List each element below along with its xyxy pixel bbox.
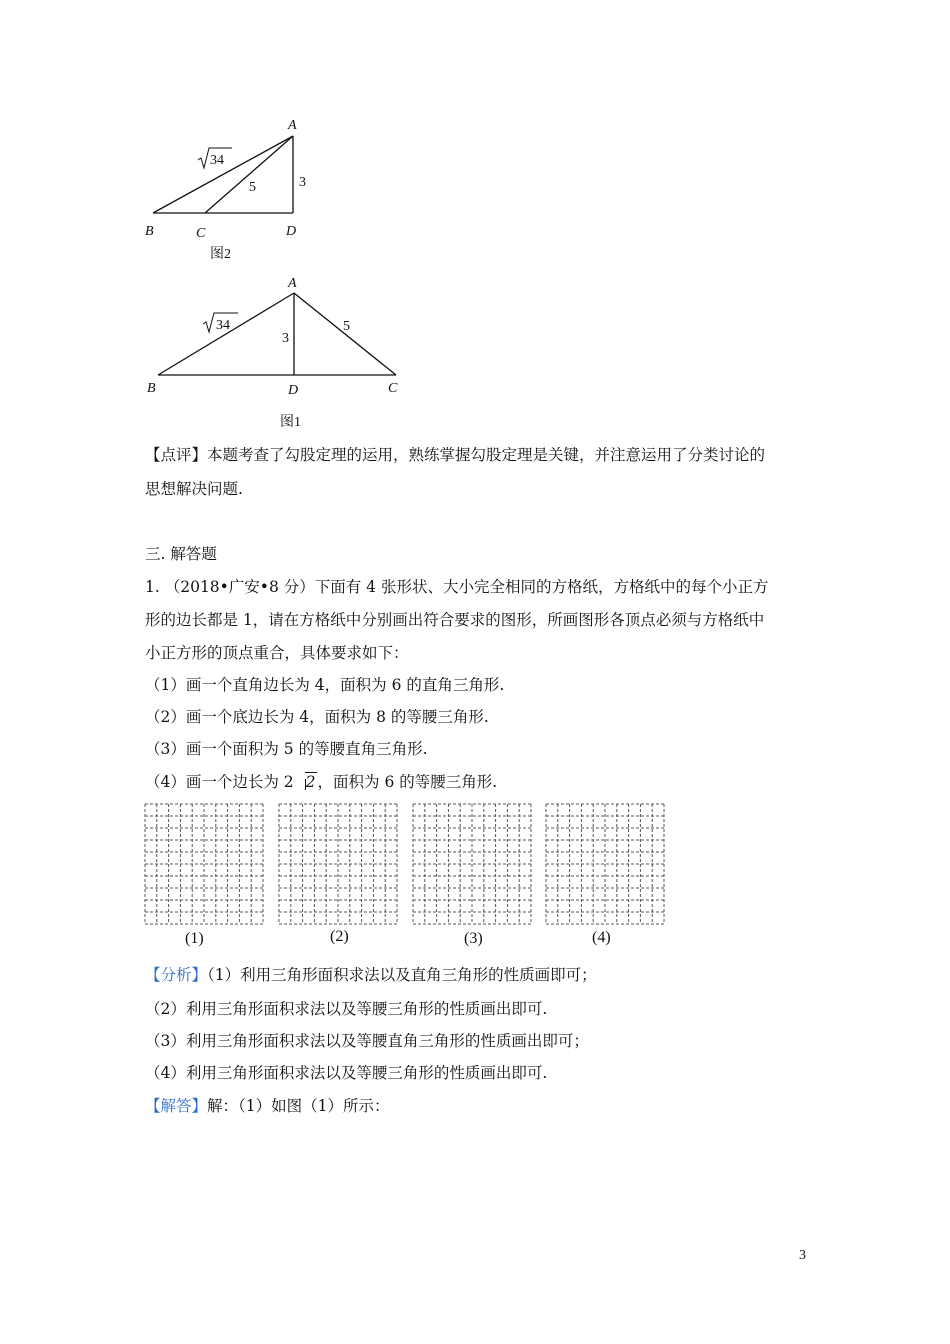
vertex-label-d: D [288, 383, 299, 398]
figure-2 [140, 112, 320, 272]
vertex-label-a: A [288, 276, 297, 291]
analysis-line-2: （2）利用三角形面积求法以及等腰三角形的性质画出即可. [145, 1000, 548, 1018]
vertex-label-a: A [288, 118, 297, 133]
question-item-4: （4）画一个边长为 2 2 ，面积为 6 的等腰三角形. [145, 773, 498, 791]
vertex-label-b: B [145, 224, 154, 239]
comment-text-1: 本题考查了勾股定理的运用，熟练掌握勾股定理是关键，并注意运用了分类讨论的 [207, 446, 766, 464]
grid-paper-4 [545, 803, 665, 925]
analysis-tag: 【分析】 [145, 966, 208, 984]
solution-tag: 【解答】 [145, 1097, 208, 1115]
vertex-label-d: D [286, 224, 297, 239]
question-item-3: （3）画一个面积为 5 的等腰直角三角形. [145, 740, 428, 758]
svg-text:34: 34 [210, 153, 224, 168]
sqrt-label [198, 148, 232, 168]
question-item-1: （1）画一个直角边长为 4，面积为 6 的直角三角形. [145, 676, 505, 694]
svg-text:34: 34 [216, 318, 230, 333]
analysis-line-4: （4）利用三角形面积求法以及等腰三角形的性质画出即可. [145, 1064, 548, 1082]
figure-caption: 图2 [210, 247, 231, 262]
grid-paper-1 [144, 803, 264, 925]
side-label-5: 5 [343, 319, 350, 334]
section-title: 三. 解答题 [145, 545, 217, 563]
side-label-5: 5 [249, 180, 256, 195]
triangle-lines [158, 293, 396, 375]
grid-paper-2 [278, 803, 398, 925]
side-label-3: 3 [299, 175, 306, 190]
grid-label-2: (2) [330, 928, 349, 945]
question-line-3: 小正方形的顶点重合，具体要求如下： [145, 644, 409, 662]
side-label-3: 3 [282, 331, 289, 346]
comment-line-1 [145, 444, 765, 466]
grid-label-1: (1) [185, 930, 204, 947]
solution-line: 【解答】解：（1）如图（1）所示： [145, 1097, 390, 1115]
grid-label-3: (3) [464, 930, 483, 947]
grid-label-4: (4) [592, 929, 611, 946]
comment-tag: 【点评】 [145, 446, 208, 464]
analysis-line-1: 【分析】（1）利用三角形面积求法以及直角三角形的性质画即可； [145, 966, 597, 984]
vertex-label-b: B [147, 381, 156, 396]
question-line-1: 1. （2018•广安•8 分）下面有 4 张形状、大小完全相同的方格纸，方格纸中的每个小正方 [145, 578, 769, 596]
figure-caption: 图1 [280, 415, 301, 430]
sqrt-expression: 2 [295, 771, 317, 793]
page-number: 3 [799, 1248, 806, 1263]
comment-line-2: 思想解决问题. [145, 480, 243, 498]
vertex-label-c: C [388, 381, 398, 396]
analysis-line-3: （3）利用三角形面积求法以及等腰直角三角形的性质画出即可； [145, 1032, 589, 1050]
question-line-2: 形的边长都是 1，请在方格纸中分别画出符合要求的图形，所画图形各顶点必须与方格纸中 [145, 611, 765, 629]
question-item-2: （2）画一个底边长为 4，面积为 8 的等腰三角形. [145, 708, 489, 726]
vertex-label-c: C [196, 226, 206, 241]
figure-1 [140, 270, 420, 435]
grid-paper-3 [412, 803, 532, 925]
